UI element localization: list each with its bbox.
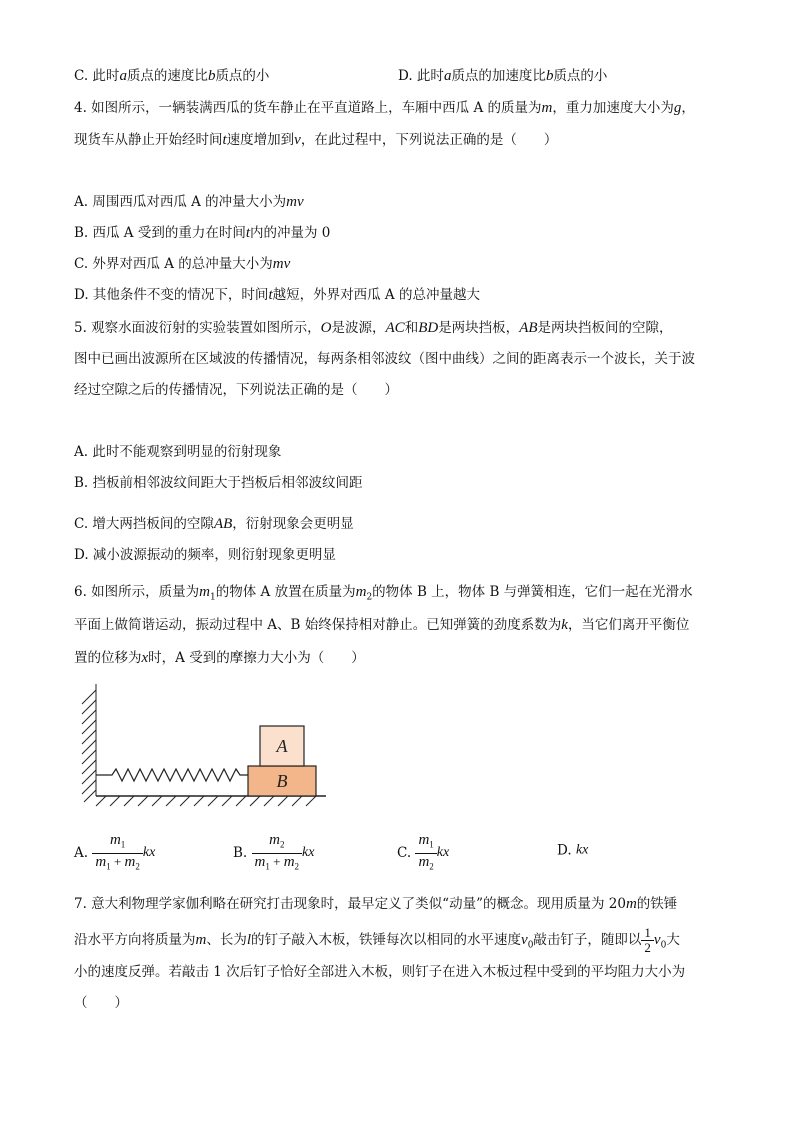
q4-option-b: B. 西瓜 A 受到的重力在时间t内的冲量为 0 xyxy=(74,225,331,241)
q5-option-d: D. 减小波源振动的频率，则衍射现象更明显 xyxy=(74,547,336,563)
q6-option-d: D. kx xyxy=(557,842,589,859)
q4-option-d: D. 其他条件不变的情况下，时间t越短，外界对西瓜 A 的总冲量越大 xyxy=(74,287,480,303)
q6-option-a-fraction: $\frac{m_1}{m_1 + m_2}$ xyxy=(92,832,143,874)
q3-option-d: D. 此时a质点的加速度比b质点的小 xyxy=(398,68,608,84)
q4-stem-line2: 现货车从静止开始经时间t速度增加到v，在此过程中，下列说法正确的是（ ） xyxy=(74,132,558,148)
q5-option-b: B. 挡板前相邻波纹间距大于挡板后相邻波纹间距 xyxy=(74,475,363,491)
q5-stem-line3: 经过空隙之后的传播情况，下列说法正确的是（ ） xyxy=(74,382,398,398)
q6-option-c: C. $\frac{m_1}{m_2}$ kx xyxy=(397,832,449,874)
q7-stem-line2: 沿水平方向将质量为m、长为l的钉子敲入木板，铁锤每次以相同的水平速度$v_0$敲击钉子，随即以 $\frac{1}{2}$ $v_0$大 xyxy=(74,925,680,955)
q4-option-c: C. 外界对西瓜 A 的总冲量大小为mv xyxy=(74,256,291,272)
q7-stem-line3: 小的速度反弹。若敲击 1 次后钉子恰好全部进入木板，则钉子在进入木板过程中受到的平均阻力大小为 xyxy=(74,964,686,980)
q5-stem-line2: 图中已画出波源所在区域波的传播情况，每两条相邻波纹（图中曲线）之间的距离表示一个波长，关于波 xyxy=(74,351,695,367)
q5-option-c: C. 增大两挡板间的空隙AB，衍射现象会更明显 xyxy=(74,516,354,532)
q3-option-c: C. 此时a质点的速度比b质点的小 xyxy=(74,68,270,84)
q6-option-b: B. $\frac{m_2}{m_1 + m_2}$ kx xyxy=(233,832,314,874)
q6-spring-block-figure xyxy=(74,680,334,810)
q6-stem-line1: 6. 如图所示，质量为$m_1$的物体 A 放置在质量为$m_2$的物体 B 上，物体 B 与弹簧相连，它们一起在光滑水 xyxy=(74,584,693,603)
block-b-label: B xyxy=(276,771,288,791)
block-a-label: A xyxy=(276,736,288,756)
q5-option-a: A. 此时不能观察到明显的衍射现象 xyxy=(74,444,282,460)
q6-stem-line3: 置的位移为x时，A 受到的摩擦力大小为（ ） xyxy=(74,650,365,666)
q6-stem-line2: 平面上做简谐运动，振动过程中 A、B 始终保持相对静止。已知弹簧的劲度系数为k，当它们离开平衡位 xyxy=(74,617,690,633)
q5-stem-line1: 5. 观察水面波衍射的实验装置如图所示，O是波源，AC和BD是两块挡板，AB是两块挡板间的空隙， xyxy=(74,320,673,336)
q6-option-b-fraction: $\frac{m_2}{m_1 + m_2}$ xyxy=(252,832,303,874)
q4-option-a: A. 周围西瓜对西瓜 A 的冲量大小为mv xyxy=(74,194,304,210)
wall-hatching xyxy=(82,684,96,802)
q7-half-fraction: $\frac{1}{2}$ xyxy=(641,926,654,955)
q6-option-c-fraction: $\frac{m_1}{m_2}$ xyxy=(415,832,436,874)
q7-stem-line1: 7. 意大利物理学家伽利略在研究打击现象时，最早定义了类似“动量”的概念。现用质量为 20m的铁锤 xyxy=(74,896,678,912)
q6-option-a: A. $\frac{m_1}{m_1 + m_2}$ kx xyxy=(74,832,155,874)
q4-stem-line1: 4. 如图所示，一辆装满西瓜的货车静止在平直道路上，车厢中西瓜 A 的质量为m，重力加速度大小为g， xyxy=(74,100,695,116)
spring xyxy=(96,769,248,781)
q7-stem-line4: （ ） xyxy=(74,995,128,1011)
floor-hatching xyxy=(96,796,326,806)
